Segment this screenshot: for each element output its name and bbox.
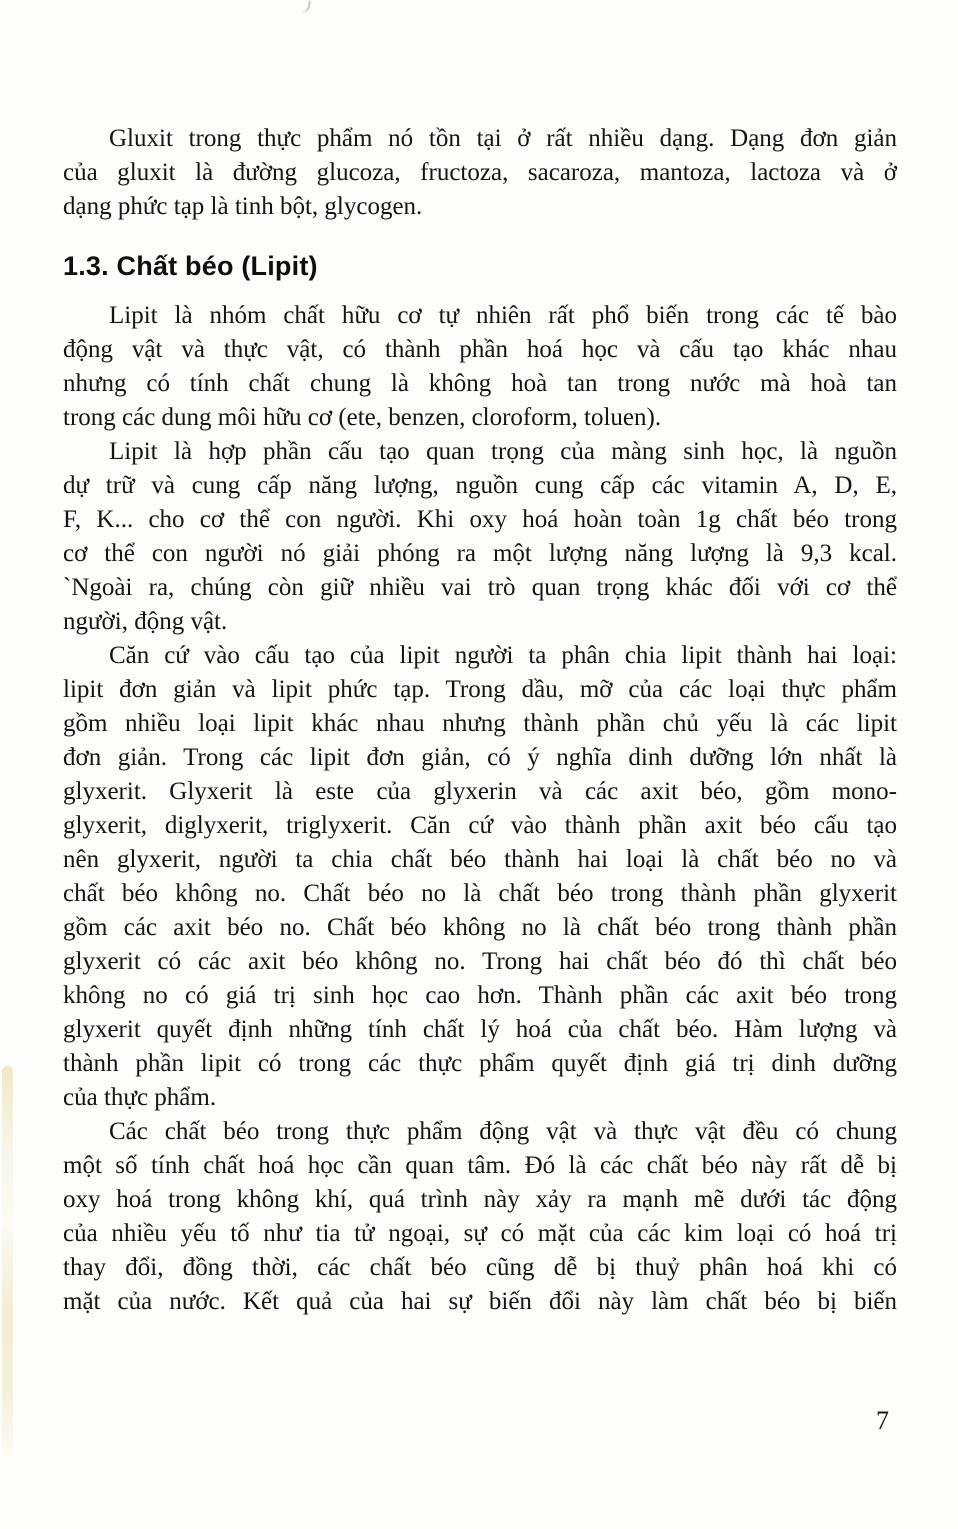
text-line: không no có giá trị sinh học cao hơn. Thành phần các axit béo trong: [63, 982, 897, 1009]
text-line: oxy hoá trong không khí, quá trình này xảy ra mạnh mẽ dưới tác động: [63, 1186, 897, 1213]
text-line: mặt của nước. Kết quả của hai sự biến đổi này làm chất béo bị biến: [63, 1288, 897, 1315]
text-line: `Ngoài ra, chúng còn giữ nhiều vai trò quan trọng khác đối với cơ thể: [63, 574, 897, 601]
text-line: F, K... cho cơ thể con người. Khi oxy hoá hoàn toàn 1g chất béo trong: [63, 506, 897, 533]
text-line: dự trữ và cung cấp năng lượng, nguồn cung cấp các vitamin A, D, E,: [63, 472, 897, 499]
text-line: dạng phức tạp là tinh bột, glycogen.: [63, 193, 423, 220]
section-heading: 1.3. Chất béo (Lipit): [63, 251, 318, 281]
text-line: nên glyxerit, người ta chia chất béo thành hai loại là chất béo no và: [63, 846, 897, 873]
text-line: gồm các axit béo no. Chất béo không no là chất béo trong thành phần: [63, 914, 897, 941]
text-line: gồm nhiều loại lipit khác nhau nhưng thành phần chủ yếu là các lipit: [63, 710, 897, 737]
text-line: một số tính chất hoá học cần quan tâm. Đó là các chất béo này rất dễ bị: [63, 1152, 897, 1179]
text-line: của thực phẩm.: [63, 1084, 217, 1111]
text-line: chất béo không no. Chất béo no là chất béo trong thành phần glyxerit: [63, 880, 897, 907]
text-line: glyxerit quyết định những tính chất lý hoá của chất béo. Hàm lượng và: [63, 1016, 897, 1043]
text-line: Lipit là hợp phần cấu tạo quan trọng của màng sinh học, là nguồn: [109, 438, 897, 465]
paragraph: [63, 639, 897, 1115]
paragraph: [63, 435, 897, 639]
text-line: động vật và thực vật, có thành phần hoá học và cấu tạo khác nhau: [63, 336, 897, 363]
text-line: nhưng có tính chất chung là không hoà tan trong nước mà hoà tan: [63, 370, 897, 397]
text-line: của gluxit là đường glucoza, fructoza, sacaroza, mantoza, lactoza và ở: [63, 159, 897, 186]
text-line: cơ thể con người nó giải phóng ra một lượng năng lượng là 9,3 kcal.: [63, 540, 897, 567]
text-line: đơn giản. Trong các lipit đơn giản, có ý nghĩa dinh dưỡng lớn nhất là: [63, 744, 897, 771]
page-number: 7: [876, 1406, 889, 1435]
text-line: glyxerit có các axit béo không no. Trong hai chất béo đó thì chất béo: [63, 948, 897, 975]
text-line: glyxerit. Glyxerit là este của glyxerin và các axit béo, gồm mono-: [63, 778, 897, 805]
scan-artifact-left-stain: [2, 1066, 13, 1458]
text-line: của nhiều yếu tố như tia tử ngoại, sự có mặt của các kim loại có hoá trị: [63, 1220, 897, 1247]
text-line: Gluxit trong thực phẩm nó tồn tại ở rất nhiều dạng. Dạng đơn giản: [109, 125, 897, 152]
text-line: thay đổi, đồng thời, các chất béo cũng dễ bị thuỷ phân hoá khi có: [63, 1254, 897, 1281]
text-line: lipit đơn giản và lipit phức tạp. Trong dầu, mỡ của các loại thực phẩm: [63, 676, 897, 703]
body-text: [63, 122, 897, 1319]
paragraph: [63, 122, 897, 224]
scan-artifact-top-mark: [300, 0, 311, 14]
text-line: Căn cứ vào cấu tạo của lipit người ta phân chia lipit thành hai loại:: [109, 642, 897, 669]
paragraph: [63, 299, 897, 435]
paragraph: [63, 1115, 897, 1319]
text-line: glyxerit, diglyxerit, triglyxerit. Căn cứ vào thành phần axit béo cấu tạo: [63, 812, 897, 839]
text-line: người, động vật.: [63, 608, 228, 635]
text-line: trong các dung môi hữu cơ (ete, benzen, cloroform, toluen).: [63, 404, 662, 431]
text-line: Lipit là nhóm chất hữu cơ tự nhiên rất phổ biến trong các tế bào: [109, 302, 897, 329]
text-line: Các chất béo trong thực phẩm động vật và thực vật đều có chung: [109, 1118, 897, 1145]
text-line: thành phần lipit có trong các thực phẩm quyết định giá trị dinh dưỡng: [63, 1050, 897, 1077]
